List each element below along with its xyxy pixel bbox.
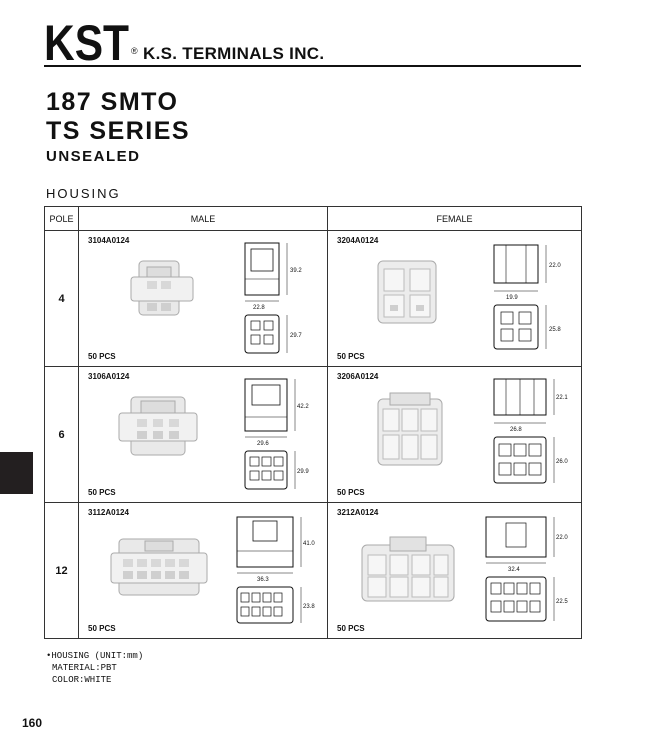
part-number: 3104A0124 — [88, 236, 130, 245]
female-cell — [328, 367, 582, 503]
dimension-label: 32.4 — [508, 567, 520, 573]
pole-count: 12 — [45, 503, 79, 639]
housing-table — [44, 206, 582, 639]
table-row — [45, 367, 582, 503]
page-edge-tab — [0, 452, 33, 494]
female-dimension-drawing — [488, 239, 578, 359]
registered-mark: ® — [131, 46, 138, 56]
dimension-label: 26.8 — [510, 427, 522, 433]
male-dimension-drawing — [231, 511, 323, 631]
table-header-row — [45, 207, 582, 231]
dimension-label: 19.9 — [506, 295, 518, 301]
dimension-label: 29.6 — [257, 441, 269, 447]
female-dimension-drawing — [480, 511, 578, 631]
part-number: 3212A0124 — [337, 508, 379, 517]
male-dimension-drawing — [239, 239, 323, 359]
pack-quantity: 50 PCS — [337, 624, 365, 633]
note-housing-unit: •HOUSING (UNIT:mm) — [46, 651, 144, 661]
pack-quantity: 50 PCS — [337, 488, 365, 497]
sealing-subtitle: UNSEALED — [46, 148, 141, 165]
page-number: 160 — [22, 716, 43, 730]
pole-count: 6 — [45, 367, 79, 503]
pack-quantity: 50 PCS — [88, 624, 116, 633]
dimension-label: 25.8 — [549, 327, 561, 333]
table-row — [45, 231, 582, 367]
dimension-label: 36.3 — [257, 577, 269, 583]
part-number: 3204A0124 — [337, 236, 379, 245]
header-rule — [44, 65, 581, 67]
dimension-label: 22.1 — [556, 395, 568, 401]
female-cell — [328, 231, 582, 367]
dimension-label: 22.5 — [556, 599, 568, 605]
section-heading: HOUSING — [46, 186, 121, 201]
female-housing-photo — [356, 533, 460, 607]
kst-logo — [44, 18, 129, 64]
female-housing-photo — [368, 255, 448, 331]
pack-quantity: 50 PCS — [337, 352, 365, 361]
part-number: 3206A0124 — [337, 372, 379, 381]
table-row — [45, 503, 582, 639]
dimension-label: 22.8 — [253, 305, 265, 311]
pack-quantity: 50 PCS — [88, 352, 116, 361]
dimension-label: 26.0 — [556, 459, 568, 465]
female-cell — [328, 503, 582, 639]
female-dimension-drawing — [488, 375, 578, 495]
part-number: 3106A0124 — [88, 372, 130, 381]
male-housing-photo — [107, 533, 211, 601]
note-color: COLOR:WHITE — [52, 675, 112, 685]
male-housing-photo — [127, 255, 199, 323]
pack-quantity: 50 PCS — [88, 488, 116, 497]
dimension-label: 29.9 — [297, 469, 309, 475]
part-number: 3112A0124 — [88, 508, 129, 517]
note-material: MATERIAL:PBT — [52, 663, 117, 673]
female-header: FEMALE — [328, 207, 582, 231]
female-housing-photo — [370, 389, 450, 473]
dimension-label: 29.7 — [290, 333, 302, 339]
series-title: TS SERIES — [46, 117, 191, 145]
male-dimension-drawing — [239, 375, 323, 495]
male-cell — [79, 231, 328, 367]
male-cell — [79, 503, 328, 639]
svg-text:KST: KST — [44, 18, 129, 64]
spec-notes — [46, 650, 143, 686]
dimension-label: 42.2 — [297, 404, 309, 410]
dimension-label: 23.8 — [303, 604, 315, 610]
product-title: 187 SMTO — [46, 88, 179, 116]
dimension-label: 22.0 — [549, 263, 561, 269]
dimension-label: 22.0 — [556, 535, 568, 541]
dimension-label: 39.2 — [290, 268, 302, 274]
company-name: K.S. TERMINALS INC. — [143, 44, 325, 63]
male-cell — [79, 367, 328, 503]
pole-count: 4 — [45, 231, 79, 367]
male-header: MALE — [79, 207, 328, 231]
male-housing-photo — [115, 391, 201, 463]
pole-header: POLE — [45, 207, 79, 231]
dimension-label: 41.0 — [303, 541, 315, 547]
